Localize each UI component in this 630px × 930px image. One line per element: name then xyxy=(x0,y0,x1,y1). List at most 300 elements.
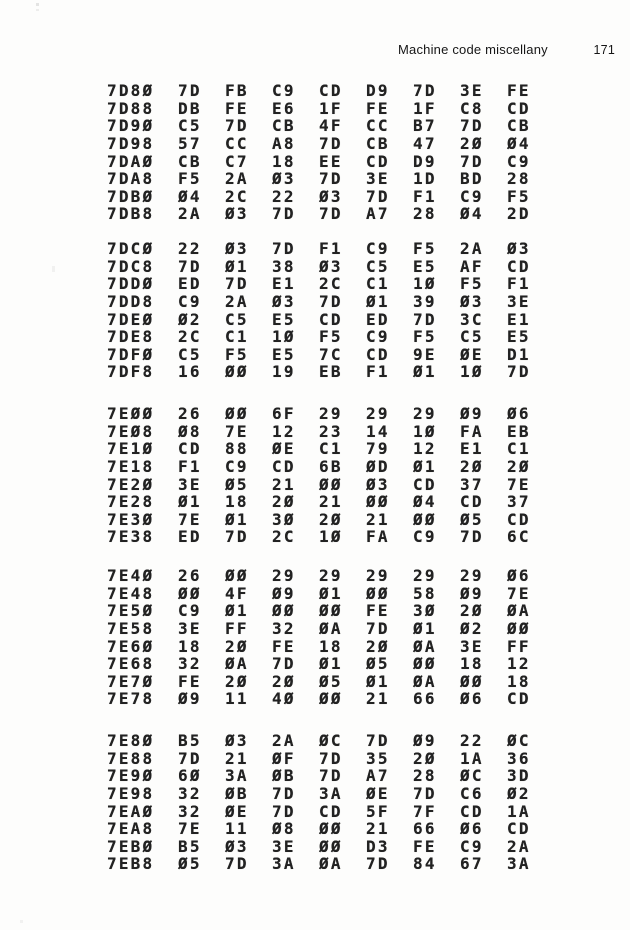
hex-byte: 28 xyxy=(413,766,437,786)
hex-byte: 11 xyxy=(225,819,249,839)
hex-byte: Ø3 xyxy=(225,204,249,224)
hex-address: 7DBØ xyxy=(107,186,155,206)
hex-byte: 1Ø xyxy=(413,421,437,441)
hex-byte: ØB xyxy=(225,783,249,803)
hex-byte: 3E xyxy=(366,169,390,189)
hex-byte: E5 xyxy=(272,344,296,364)
hex-byte: CD xyxy=(507,819,531,839)
hex-byte: 7E xyxy=(225,421,249,441)
hex-byte: D9 xyxy=(366,81,390,100)
hex-byte: 7D xyxy=(225,527,249,547)
hex-byte: 12 xyxy=(507,654,531,674)
hex-row xyxy=(107,476,554,494)
hex-address: 7E58 xyxy=(107,618,155,638)
hex-byte: 21 xyxy=(272,474,296,494)
hex-byte: Ø9 xyxy=(460,583,484,603)
hex-byte: 88 xyxy=(225,439,249,459)
hex-byte: 18 xyxy=(319,636,343,656)
hex-byte: FE xyxy=(272,636,296,656)
hex-address: 7E38 xyxy=(107,527,155,547)
hex-byte: CD xyxy=(460,801,484,821)
hex-byte: 7D xyxy=(225,274,249,294)
hex-byte: FE xyxy=(366,601,390,621)
hex-row xyxy=(107,767,554,785)
hex-byte: 2C xyxy=(178,327,202,347)
hex-byte: 26 xyxy=(178,404,202,423)
hex-byte: 7D xyxy=(319,766,343,786)
hex-byte: Ø8 xyxy=(178,421,202,441)
hex-byte: Ø5 xyxy=(178,854,202,874)
hex-byte: ED xyxy=(366,309,390,329)
hex-byte: 21 xyxy=(366,819,390,839)
hex-byte: 11 xyxy=(225,689,249,709)
hex-byte: 2D xyxy=(507,204,531,224)
hex-address: 7E18 xyxy=(107,456,155,476)
scan-artifact xyxy=(36,9,39,11)
hex-byte: FE xyxy=(225,98,249,118)
hex-byte: 7E xyxy=(178,819,202,839)
hex-block xyxy=(107,732,554,873)
hex-byte: EB xyxy=(507,421,531,441)
hex-address: 7E6Ø xyxy=(107,636,155,656)
hex-byte: BD xyxy=(460,169,484,189)
hex-byte: 7D xyxy=(413,81,437,100)
hex-row xyxy=(107,585,554,603)
hex-address: 7E78 xyxy=(107,689,155,709)
hex-byte: C9 xyxy=(460,186,484,206)
hex-byte: ØD xyxy=(366,456,390,476)
hex-byte: ØØ xyxy=(225,404,249,423)
hex-byte: 7D xyxy=(460,151,484,171)
hex-byte: Ø4 xyxy=(507,133,531,153)
hex-byte: Ø1 xyxy=(366,291,390,311)
hex-row xyxy=(107,567,554,585)
hex-byte: F5 xyxy=(460,274,484,294)
hex-byte: Ø3 xyxy=(225,731,249,750)
hex-byte: ØØ xyxy=(178,583,202,603)
hex-byte: Ø2 xyxy=(507,783,531,803)
hex-byte: FE xyxy=(366,98,390,118)
hex-byte: 18 xyxy=(225,492,249,512)
hex-byte: Ø3 xyxy=(225,836,249,856)
hex-byte: 7D xyxy=(319,169,343,189)
hex-byte: Ø3 xyxy=(460,291,484,311)
hex-byte: 3D xyxy=(507,766,531,786)
hex-byte: 67 xyxy=(460,854,484,874)
hex-byte: 9E xyxy=(413,344,437,364)
hex-byte: CC xyxy=(225,133,249,153)
hex-address: 7DDØ xyxy=(107,274,155,294)
hex-address: 7E7Ø xyxy=(107,671,155,691)
hex-row xyxy=(107,690,554,708)
hex-byte: C5 xyxy=(225,309,249,329)
hex-row xyxy=(107,511,554,529)
hex-byte: FA xyxy=(366,527,390,547)
hex-byte: 7D xyxy=(178,256,202,276)
hex-byte: Ø3 xyxy=(272,291,296,311)
hex-byte: 3A xyxy=(272,854,296,874)
hex-row xyxy=(107,750,554,768)
hex-byte: F1 xyxy=(507,274,531,294)
hex-byte: ØC xyxy=(507,731,531,750)
hex-byte: 2A xyxy=(507,836,531,856)
hex-byte: FE xyxy=(178,671,202,691)
hex-byte: C9 xyxy=(272,81,296,100)
hex-byte: 3E xyxy=(460,81,484,100)
hex-byte: CD xyxy=(507,509,531,529)
hex-byte: ØØ xyxy=(319,474,343,494)
hex-byte: 18 xyxy=(178,636,202,656)
hex-row xyxy=(107,293,554,311)
hex-byte: FA xyxy=(460,421,484,441)
hex-byte: Ø2 xyxy=(178,309,202,329)
hex-byte: C9 xyxy=(178,291,202,311)
hex-byte: EB xyxy=(319,362,343,382)
hex-byte: Ø5 xyxy=(460,509,484,529)
hex-byte: 29 xyxy=(319,566,343,585)
hex-byte: 21 xyxy=(319,492,343,512)
hex-byte: 4Ø xyxy=(272,689,296,709)
hex-byte: EE xyxy=(319,151,343,171)
hex-byte: 7E xyxy=(178,509,202,529)
hex-byte: Ø1 xyxy=(413,618,437,638)
hex-byte: A7 xyxy=(366,204,390,224)
hex-byte: Ø9 xyxy=(178,689,202,709)
hex-byte: 47 xyxy=(413,133,437,153)
hex-byte: C5 xyxy=(178,344,202,364)
hex-byte: CD xyxy=(319,81,343,100)
hex-byte: 4F xyxy=(225,583,249,603)
hex-byte: Ø4 xyxy=(178,186,202,206)
hex-byte: 1Ø xyxy=(460,362,484,382)
hex-byte: CB xyxy=(366,133,390,153)
hex-byte: B7 xyxy=(413,116,437,136)
hex-byte: 7D xyxy=(272,204,296,224)
scan-artifact xyxy=(52,266,55,272)
hex-byte: 7D xyxy=(366,731,390,750)
hex-byte: 7E xyxy=(507,583,531,603)
hex-byte: 1Ø xyxy=(319,527,343,547)
hex-byte: 79 xyxy=(366,439,390,459)
hex-address: 7DE8 xyxy=(107,327,155,347)
hex-byte: Ø8 xyxy=(272,819,296,839)
hex-address: 7DB8 xyxy=(107,204,155,224)
hex-block xyxy=(107,82,554,223)
hex-byte: 7D xyxy=(319,204,343,224)
hex-byte: 7E xyxy=(507,474,531,494)
hex-byte: Ø9 xyxy=(272,583,296,603)
hex-byte: 29 xyxy=(413,566,437,585)
hex-byte: Ø1 xyxy=(225,601,249,621)
hex-byte: ØØ xyxy=(225,362,249,382)
hex-byte: ØA xyxy=(413,671,437,691)
hex-byte: FE xyxy=(507,81,531,100)
hex-byte: 37 xyxy=(460,474,484,494)
hex-byte: C9 xyxy=(460,836,484,856)
hex-byte: 19 xyxy=(272,362,296,382)
hex-byte: 12 xyxy=(272,421,296,441)
hex-row xyxy=(107,620,554,638)
hex-byte: CD xyxy=(319,309,343,329)
hex-byte: E5 xyxy=(507,327,531,347)
hex-byte: 28 xyxy=(507,169,531,189)
hex-byte: 7D xyxy=(460,116,484,136)
hex-byte: 3E xyxy=(272,836,296,856)
hex-byte: C9 xyxy=(366,327,390,347)
hex-byte: FB xyxy=(225,81,249,100)
hex-byte: Ø3 xyxy=(366,474,390,494)
hex-block xyxy=(107,240,554,381)
hex-byte: 29 xyxy=(460,566,484,585)
hex-byte: ØØ xyxy=(272,601,296,621)
hex-address: 7E48 xyxy=(107,583,155,603)
hex-byte: 3Ø xyxy=(413,601,437,621)
hex-byte: C9 xyxy=(366,239,390,258)
hex-row xyxy=(107,458,554,476)
hex-address: 7E8Ø xyxy=(107,731,155,750)
hex-byte: CB xyxy=(507,116,531,136)
hex-row xyxy=(107,311,554,329)
hex-byte: F1 xyxy=(366,362,390,382)
hex-byte: Ø4 xyxy=(460,204,484,224)
hex-byte: 12 xyxy=(413,439,437,459)
hex-byte: 2A xyxy=(225,291,249,311)
hex-byte: ØØ xyxy=(225,566,249,585)
hex-byte: C9 xyxy=(225,456,249,476)
hex-byte: 7D xyxy=(319,291,343,311)
hex-byte: 3A xyxy=(507,854,531,874)
hex-byte: Ø1 xyxy=(225,256,249,276)
hex-byte: 22 xyxy=(178,239,202,258)
hex-row xyxy=(107,258,554,276)
hex-byte: 66 xyxy=(413,819,437,839)
hex-byte: 1Ø xyxy=(413,274,437,294)
hex-byte: 3E xyxy=(178,474,202,494)
hex-byte: Ø6 xyxy=(507,566,531,585)
hex-byte: 2Ø xyxy=(319,509,343,529)
hex-byte: Ø3 xyxy=(319,256,343,276)
hex-byte: 7D xyxy=(225,854,249,874)
hex-byte: 6F xyxy=(272,404,296,423)
hex-byte: Ø4 xyxy=(413,492,437,512)
hex-row xyxy=(107,655,554,673)
hex-byte: 2C xyxy=(272,527,296,547)
hex-byte: F5 xyxy=(178,169,202,189)
hex-byte: 7D xyxy=(366,186,390,206)
hex-byte: F1 xyxy=(319,239,343,258)
hex-byte: C9 xyxy=(507,151,531,171)
hex-row xyxy=(107,82,554,100)
hex-byte: ØC xyxy=(319,731,343,750)
hex-address: 7EØ8 xyxy=(107,421,155,441)
hex-byte: ØE xyxy=(460,344,484,364)
hex-byte: 32 xyxy=(272,618,296,638)
hex-byte: 7F xyxy=(413,801,437,821)
hex-row xyxy=(107,528,554,546)
hex-byte: 7D xyxy=(178,748,202,768)
hex-byte: ØE xyxy=(366,783,390,803)
hex-address: 7E68 xyxy=(107,654,155,674)
hex-byte: 26 xyxy=(178,566,202,585)
hex-address: 7DD8 xyxy=(107,291,155,311)
hex-byte: C7 xyxy=(225,151,249,171)
hex-block xyxy=(107,405,554,546)
hex-row xyxy=(107,100,554,118)
running-head xyxy=(398,42,615,57)
hex-byte: 37 xyxy=(507,492,531,512)
hex-byte: 39 xyxy=(413,291,437,311)
hex-byte: Ø1 xyxy=(319,654,343,674)
hex-byte: 18 xyxy=(460,654,484,674)
hex-byte: 7D xyxy=(507,362,531,382)
hex-row xyxy=(107,346,554,364)
hex-byte: FF xyxy=(225,618,249,638)
hex-byte: B5 xyxy=(178,731,202,750)
hex-byte: ØE xyxy=(225,801,249,821)
hex-byte: 2Ø xyxy=(225,636,249,656)
hex-byte: 3Ø xyxy=(272,509,296,529)
hex-byte: 6B xyxy=(319,456,343,476)
hex-byte: CD xyxy=(507,689,531,709)
hex-byte: 29 xyxy=(366,566,390,585)
hex-byte: ØØ xyxy=(460,671,484,691)
hex-byte: 3E xyxy=(178,618,202,638)
hex-row xyxy=(107,405,554,423)
hex-byte: Ø1 xyxy=(178,492,202,512)
hex-byte: F5 xyxy=(225,344,249,364)
hex-byte: 2Ø xyxy=(460,601,484,621)
hex-byte: F5 xyxy=(413,327,437,347)
hex-block xyxy=(107,567,554,708)
hex-byte: 18 xyxy=(272,151,296,171)
hex-byte: 7D xyxy=(272,801,296,821)
hex-byte: CD xyxy=(507,98,531,118)
hex-byte: ØØ xyxy=(319,836,343,856)
hex-byte: E1 xyxy=(460,439,484,459)
hex-byte: 2Ø xyxy=(460,133,484,153)
hex-byte: 29 xyxy=(319,404,343,423)
hex-byte: F5 xyxy=(319,327,343,347)
hex-byte: 7D xyxy=(225,116,249,136)
hex-byte: 2Ø xyxy=(507,456,531,476)
hex-byte: C5 xyxy=(366,256,390,276)
hex-byte: 84 xyxy=(413,854,437,874)
hex-row xyxy=(107,240,554,258)
hex-byte: 28 xyxy=(413,204,437,224)
hex-byte: Ø6 xyxy=(460,819,484,839)
hex-byte: CD xyxy=(507,256,531,276)
hex-byte: ØC xyxy=(460,766,484,786)
hex-byte: F1 xyxy=(178,456,202,476)
hex-byte: C1 xyxy=(507,439,531,459)
hex-byte: Ø1 xyxy=(225,509,249,529)
hex-byte: B5 xyxy=(178,836,202,856)
hex-byte: 2A xyxy=(460,239,484,258)
hex-byte: 7D xyxy=(460,527,484,547)
hex-byte: 7D xyxy=(272,654,296,674)
hex-row xyxy=(107,732,554,750)
hex-row xyxy=(107,135,554,153)
hex-address: 7D8Ø xyxy=(107,81,155,100)
hex-row xyxy=(107,440,554,458)
hex-byte: E5 xyxy=(413,256,437,276)
hex-row xyxy=(107,785,554,803)
hex-byte: C1 xyxy=(319,439,343,459)
hex-byte: C5 xyxy=(178,116,202,136)
hex-byte: CB xyxy=(272,116,296,136)
hex-byte: 6C xyxy=(507,527,531,547)
page-number: 171 xyxy=(593,43,615,57)
hex-byte: F1 xyxy=(413,186,437,206)
hex-byte: 5F xyxy=(366,801,390,821)
hex-byte: 2C xyxy=(319,274,343,294)
hex-byte: 38 xyxy=(272,256,296,276)
hex-byte: DB xyxy=(178,98,202,118)
hex-byte: 2Ø xyxy=(413,748,437,768)
hex-address: 7DA8 xyxy=(107,169,155,189)
hex-byte: Ø6 xyxy=(460,689,484,709)
hex-byte: 58 xyxy=(413,583,437,603)
hex-address: 7E98 xyxy=(107,783,155,803)
hex-byte: 2A xyxy=(225,169,249,189)
hex-byte: E1 xyxy=(272,274,296,294)
hex-byte: Ø5 xyxy=(225,474,249,494)
hex-byte: 21 xyxy=(366,689,390,709)
hex-address: 7DAØ xyxy=(107,151,155,171)
hex-byte: CD xyxy=(319,801,343,821)
hex-address: 7E3Ø xyxy=(107,509,155,529)
hex-byte: 7D xyxy=(413,783,437,803)
hex-address: 7E1Ø xyxy=(107,439,155,459)
hex-byte: 32 xyxy=(178,783,202,803)
hex-byte: D3 xyxy=(366,836,390,856)
hex-byte: C9 xyxy=(413,527,437,547)
hex-byte: CD xyxy=(366,344,390,364)
hex-row xyxy=(107,493,554,511)
hex-address: 7E2Ø xyxy=(107,474,155,494)
hex-byte: Ø3 xyxy=(319,186,343,206)
hex-row xyxy=(107,170,554,188)
hex-address: 7DEØ xyxy=(107,309,155,329)
hex-byte: F5 xyxy=(507,186,531,206)
hex-byte: Ø1 xyxy=(319,583,343,603)
hex-byte: Ø3 xyxy=(225,239,249,258)
hex-byte: D9 xyxy=(413,151,437,171)
hex-byte: ED xyxy=(178,274,202,294)
hex-byte: 7D xyxy=(272,783,296,803)
hex-byte: ØØ xyxy=(366,492,390,512)
hex-byte: CD xyxy=(178,439,202,459)
hex-byte: Ø1 xyxy=(413,456,437,476)
hex-row xyxy=(107,838,554,856)
hex-byte: 2A xyxy=(178,204,202,224)
hex-row xyxy=(107,638,554,656)
hex-byte: 36 xyxy=(507,748,531,768)
hex-byte: C6 xyxy=(460,783,484,803)
hex-row xyxy=(107,153,554,171)
hex-address: 7DFØ xyxy=(107,344,155,364)
hex-row xyxy=(107,328,554,346)
hex-byte: 16 xyxy=(178,362,202,382)
hex-byte: C9 xyxy=(178,601,202,621)
hex-byte: 4F xyxy=(319,116,343,136)
hex-byte: 23 xyxy=(319,421,343,441)
hex-row xyxy=(107,673,554,691)
hex-row xyxy=(107,275,554,293)
hex-byte: Ø1 xyxy=(366,671,390,691)
hex-address: 7EAØ xyxy=(107,801,155,821)
hex-address: 7DC8 xyxy=(107,256,155,276)
